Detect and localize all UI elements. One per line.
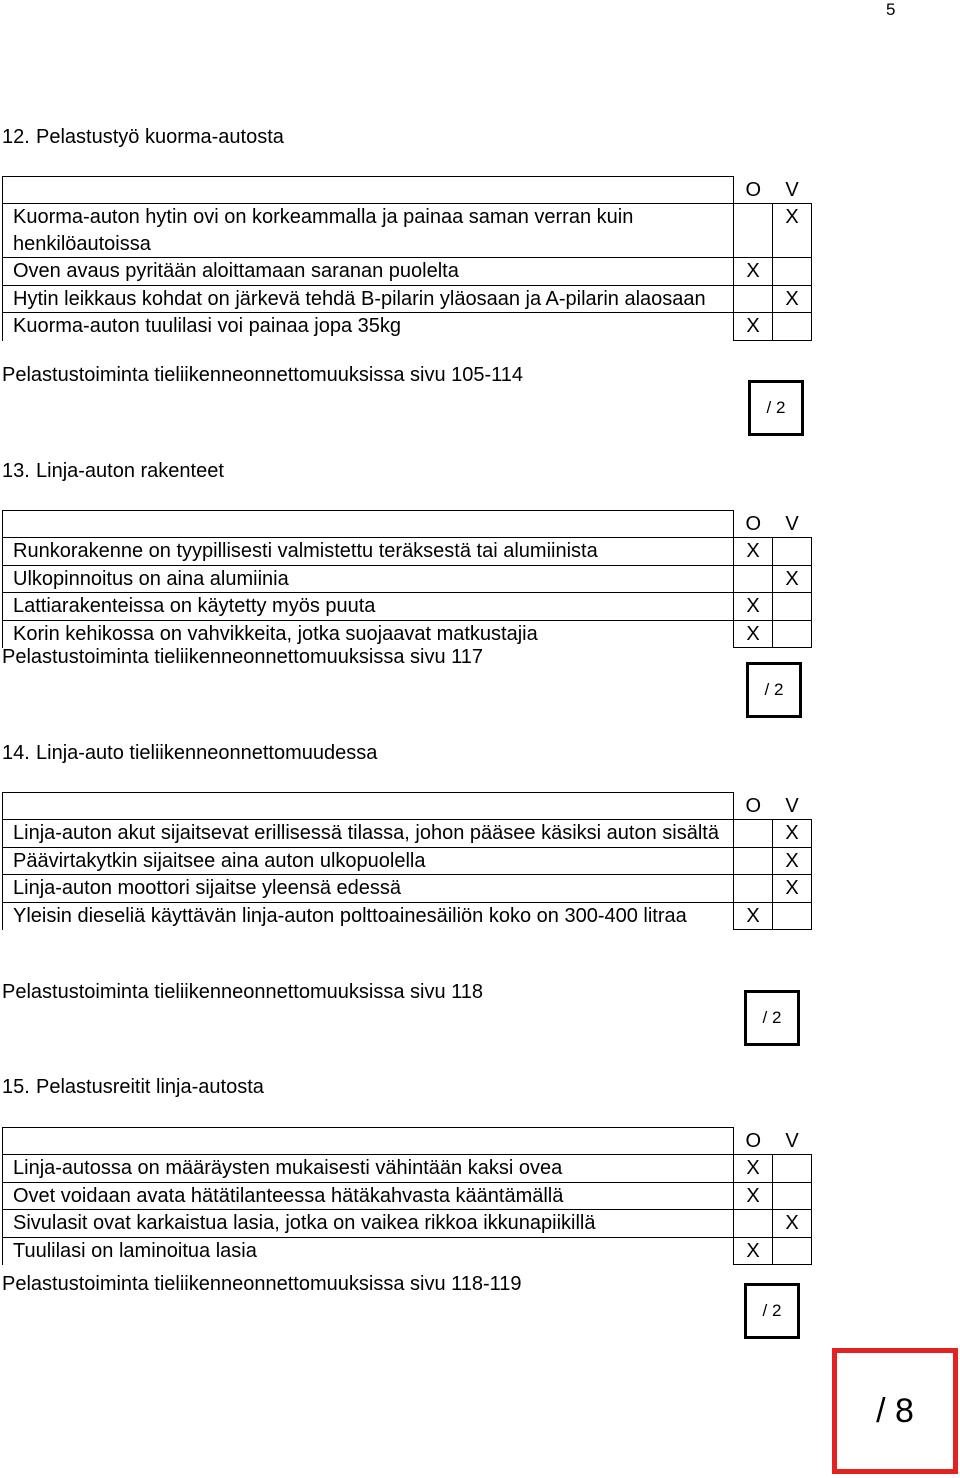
table-row (3, 285, 812, 313)
statement-text: Tuulilasi on laminoitua lasia (3, 1237, 734, 1265)
table-header-spacer (3, 177, 734, 204)
table-row (3, 620, 812, 648)
question-table (2, 792, 812, 930)
statement-text: Linja-autossa on määräysten mukaisesti vähintään kaksi ovea (3, 1155, 734, 1183)
answer-cell-v[interactable] (773, 1155, 812, 1183)
table-row (3, 313, 812, 341)
answer-cell-o[interactable]: X (734, 902, 773, 930)
statement-text: Kuorma-auton tuulilasi voi painaa jopa 35kg (3, 313, 734, 341)
section-title: Pelastusreitit linja-autosta (36, 1076, 264, 1098)
question-table (2, 510, 812, 648)
table-row (3, 820, 812, 848)
answer-cell-o[interactable] (734, 875, 773, 903)
section-number: 14. (2, 742, 30, 764)
section-number: 13. (2, 460, 30, 482)
section-score-box[interactable]: / 2 (744, 990, 800, 1046)
answer-cell-o[interactable]: X (734, 1155, 773, 1183)
answer-cell-o[interactable]: X (734, 538, 773, 566)
answer-cell-o[interactable]: X (734, 1237, 773, 1265)
column-header-o: O (745, 512, 762, 535)
answer-cell-o[interactable] (734, 820, 773, 848)
question-table (2, 176, 812, 341)
statement-text: Lattiarakenteissa on käytetty myös puuta (3, 593, 734, 621)
table-row (3, 593, 812, 621)
source-reference: Pelastustoiminta tieliikenneonnettomuuksissa sivu 105-114 (2, 364, 524, 386)
section-title: Linja-auton rakenteet (36, 460, 224, 482)
statement-text: Korin kehikossa on vahvikkeita, jotka suojaavat matkustajia (3, 620, 734, 648)
table-row (3, 875, 812, 903)
answer-cell-v[interactable] (773, 258, 812, 286)
answer-cell-o[interactable] (734, 204, 773, 258)
table-row (3, 258, 812, 286)
statement-text: Ulkopinnoitus on aina alumiinia (3, 565, 734, 593)
answer-cell-o[interactable]: X (734, 258, 773, 286)
column-header-v: V (785, 1129, 799, 1152)
page-number: 5 (886, 0, 896, 19)
statement-text: Linja-auton moottori sijaitse yleensä edessä (3, 875, 734, 903)
section-heading (2, 1076, 264, 1099)
statement-text: Sivulasit ovat karkaistua lasia, jotka on vaikea rikkoa ikkunapiikillä (3, 1210, 734, 1238)
statement-text: Yleisin dieseliä käyttävän linja-auton polttoainesäiliön koko on 300-400 litraa (3, 902, 734, 930)
column-header-o: O (745, 1129, 762, 1152)
answer-cell-o[interactable] (734, 847, 773, 875)
answer-cell-v[interactable] (773, 1182, 812, 1210)
table-row (3, 538, 812, 566)
table-row (3, 1182, 812, 1210)
table-header-spacer (3, 1128, 734, 1155)
statement-text: Runkorakenne on tyypillisesti valmistettu teräksestä tai alumiinista (3, 538, 734, 566)
section-title: Linja-auto tieliikenneonnettomuudessa (36, 742, 378, 764)
answer-cell-v[interactable]: X (773, 204, 812, 258)
table-row (3, 1237, 812, 1265)
section-score-box[interactable]: / 2 (746, 662, 802, 718)
section-title: Pelastustyö kuorma-autosta (36, 126, 284, 148)
answer-cell-v[interactable] (773, 620, 812, 648)
column-header-v: V (785, 512, 799, 535)
table-row (3, 1210, 812, 1238)
table-header-spacer (3, 793, 734, 820)
table-row (3, 902, 812, 930)
answer-cell-v[interactable] (773, 313, 812, 341)
answer-cell-v[interactable] (773, 1237, 812, 1265)
answer-cell-v[interactable]: X (773, 875, 812, 903)
answer-cell-o[interactable]: X (734, 1182, 773, 1210)
answer-cell-o[interactable] (734, 285, 773, 313)
statement-text: Hytin leikkaus kohdat on järkevä tehdä B-pilarin yläosaan ja A-pilarin alaosaan (3, 285, 734, 313)
question-table (2, 1127, 812, 1265)
answer-cell-o[interactable]: X (734, 593, 773, 621)
answer-cell-v[interactable] (773, 593, 812, 621)
section-heading (2, 126, 284, 149)
statement-text: Linja-auton akut sijaitsevat erillisessä tilassa, johon pääsee käsiksi auton sisältä (3, 820, 734, 848)
answer-cell-v[interactable]: X (773, 565, 812, 593)
answer-cell-o[interactable] (734, 1210, 773, 1238)
section-heading (2, 460, 224, 483)
answer-cell-v[interactable] (773, 902, 812, 930)
statement-text: Oven avaus pyritään aloittamaan saranan puolelta (3, 258, 734, 286)
table-row (3, 847, 812, 875)
answer-cell-v[interactable] (773, 538, 812, 566)
source-reference: Pelastustoiminta tieliikenneonnettomuuksissa sivu 118 (2, 981, 484, 1003)
answer-cell-v[interactable]: X (773, 820, 812, 848)
answer-cell-v[interactable]: X (773, 847, 812, 875)
total-score-box[interactable]: / 8 (832, 1348, 958, 1474)
answer-cell-o[interactable] (734, 565, 773, 593)
statement-text: Ovet voidaan avata hätätilanteessa hätäkahvasta kääntämällä (3, 1182, 734, 1210)
statement-text: Päävirtakytkin sijaitsee aina auton ulkopuolella (3, 847, 734, 875)
table-row (3, 565, 812, 593)
section-score-box[interactable]: / 2 (748, 380, 804, 436)
table-header-spacer (3, 511, 734, 538)
statement-text: Kuorma-auton hytin ovi on korkeammalla ja painaa saman verran kuin henkilöautoissa (3, 204, 734, 258)
column-header-v: V (785, 794, 799, 817)
answer-cell-v[interactable]: X (773, 1210, 812, 1238)
answer-cell-o[interactable]: X (734, 313, 773, 341)
section-number: 15. (2, 1076, 30, 1098)
column-header-o: O (745, 178, 762, 201)
section-score-box[interactable]: / 2 (744, 1283, 800, 1339)
table-row (3, 1155, 812, 1183)
answer-cell-o[interactable]: X (734, 620, 773, 648)
source-reference: Pelastustoiminta tieliikenneonnettomuuksissa sivu 117 (2, 646, 484, 668)
answer-cell-v[interactable]: X (773, 285, 812, 313)
section-number: 12. (2, 126, 30, 148)
source-reference: Pelastustoiminta tieliikenneonnettomuuksissa sivu 118-119 (2, 1273, 522, 1295)
column-header-o: O (745, 794, 762, 817)
table-row (3, 204, 812, 258)
column-header-v: V (785, 178, 799, 201)
section-heading (2, 742, 377, 765)
